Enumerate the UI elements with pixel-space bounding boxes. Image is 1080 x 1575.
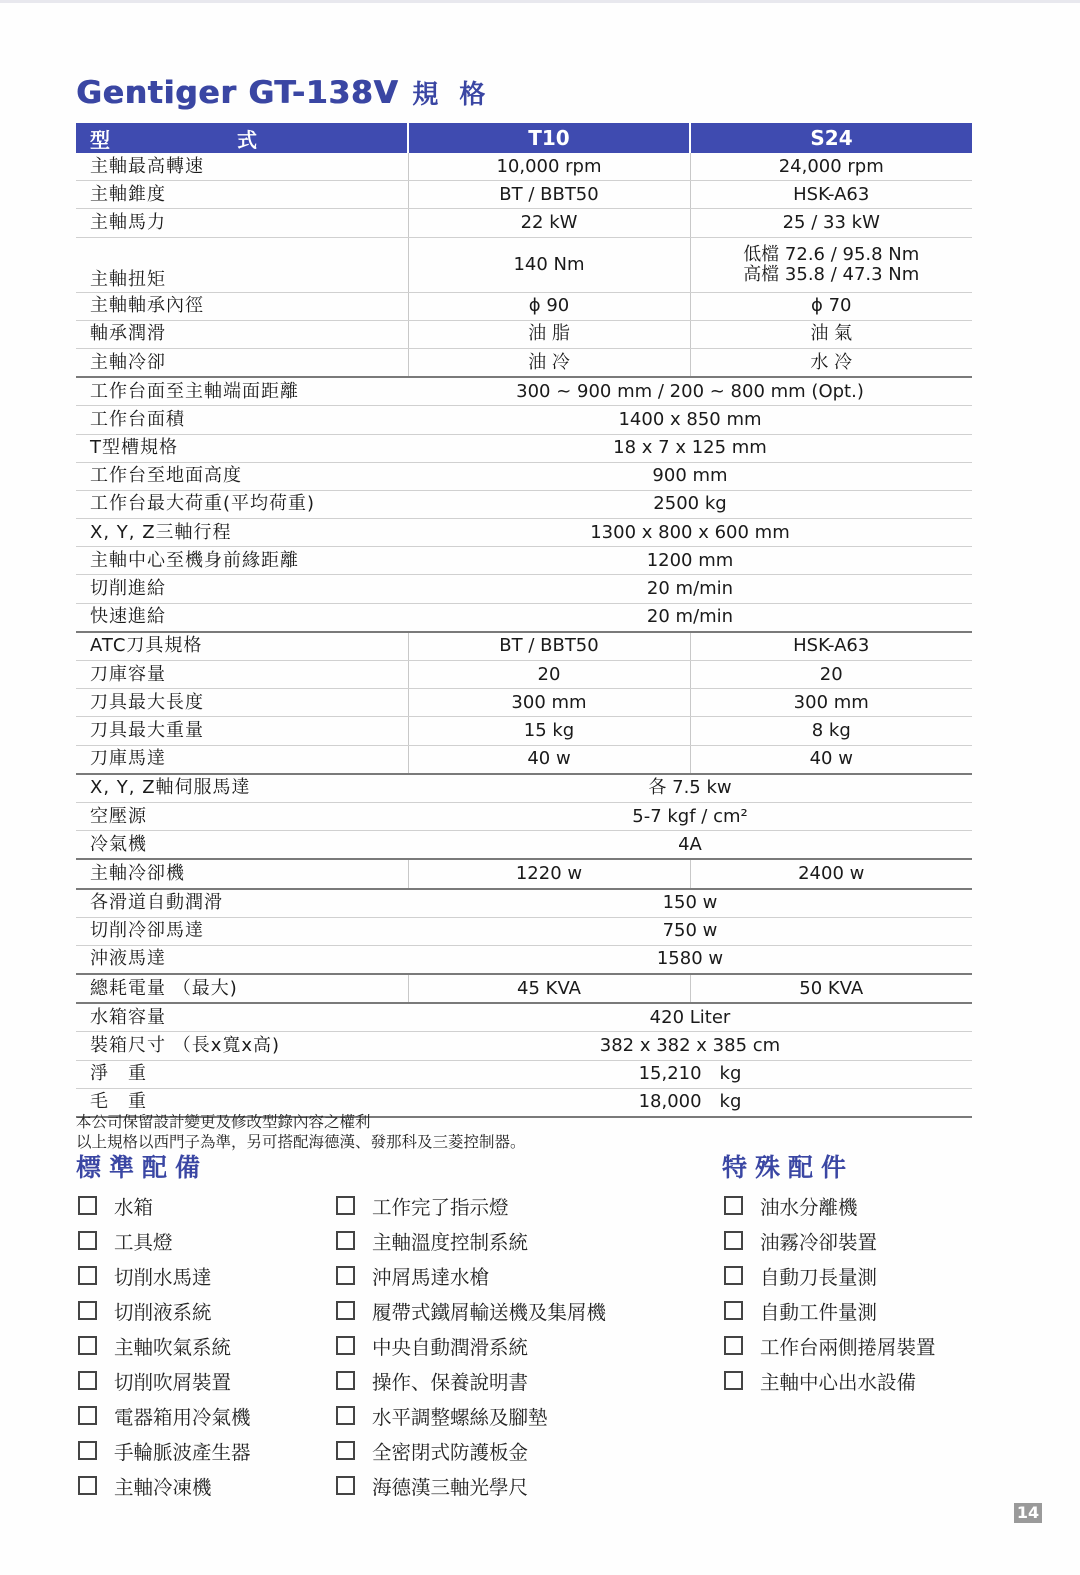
checkbox-icon [724, 1231, 743, 1250]
checklist-item [336, 1433, 606, 1468]
spec-row [76, 632, 972, 661]
spec-row [76, 490, 972, 518]
optional-accessories-title: 特殊配件 [722, 1153, 855, 1182]
note-controller: 以上規格以西門子為準，另可搭配海德漢、發那科及三菱控制器。 [76, 1133, 526, 1151]
spec-row [76, 689, 972, 717]
note-rights: 本公司保留設計變更及修改型錄內容之權利 [76, 1113, 371, 1131]
checklist-item [336, 1188, 606, 1223]
checklist-item [724, 1188, 936, 1223]
standard-list-col2 [336, 1188, 606, 1503]
spec-value-s24: HSK-A63 [690, 632, 972, 661]
checklist-item [78, 1258, 251, 1293]
top-rule [0, 0, 1080, 3]
spec-row [76, 661, 972, 689]
checkbox-icon [724, 1266, 743, 1285]
checklist-label: 操作、保養說明書 [372, 1370, 529, 1394]
checkbox-icon [78, 1196, 97, 1215]
optional-list [724, 1188, 936, 1398]
spec-label: 水箱容量 [76, 1003, 408, 1032]
checkbox-icon [336, 1266, 355, 1285]
checklist-label: 工具燈 [114, 1230, 173, 1254]
spec-label: T型槽規格 [76, 434, 408, 462]
spec-value-t10: 10,000 rpm [408, 153, 690, 181]
checkbox-icon [724, 1371, 743, 1390]
checklist-item [336, 1258, 606, 1293]
spec-value-s24: HSK-A63 [690, 181, 972, 209]
torque-high-gear: 高檔 35.8 / 47.3 Nm [743, 263, 920, 285]
spec-label: 主軸中心至機身前緣距離 [76, 547, 408, 575]
checkbox-icon [724, 1301, 743, 1320]
spec-label: 空壓源 [76, 802, 408, 830]
spec-value-shared: 382 x 382 x 385 cm [408, 1032, 972, 1060]
checklist-label: 中央自動潤滑系統 [372, 1335, 529, 1359]
spec-row [76, 1032, 972, 1060]
checkbox-icon [724, 1196, 743, 1215]
spec-row [76, 434, 972, 462]
checklist-item [336, 1468, 606, 1503]
checkbox-icon [78, 1406, 97, 1425]
checkbox-icon [336, 1231, 355, 1250]
checkbox-icon [78, 1476, 97, 1495]
checklist-label: 自動刀長量測 [760, 1265, 878, 1289]
spec-row [76, 209, 972, 237]
spec-label: 主軸馬力 [76, 209, 408, 237]
spec-value-shared: 750 w [408, 917, 972, 945]
spec-label: 主軸冷卻機 [76, 859, 408, 888]
spec-value-s24: 50 KVA [690, 974, 972, 1003]
spec-value-shared: 15,210 kg [408, 1060, 972, 1088]
spec-row [76, 377, 972, 406]
checkbox-icon [336, 1336, 355, 1355]
spec-label: 沖液馬達 [76, 945, 408, 974]
spec-label: 各滑道自動潤滑 [76, 889, 408, 918]
spec-label: 工作台面積 [76, 406, 408, 434]
checkbox-icon [336, 1441, 355, 1460]
spec-row [76, 945, 972, 974]
spec-value-shared: 各 7.5 kw [408, 774, 972, 803]
spec-row [76, 831, 972, 860]
spec-value-t10: 15 kg [408, 717, 690, 745]
spec-label: 總耗電量 （最大) [76, 974, 408, 1003]
page-number: 14 [1014, 1503, 1042, 1523]
spec-label: X, Y, Z三軸行程 [76, 519, 408, 547]
checklist-label: 履帶式鐵屑輸送機及集屑機 [372, 1300, 607, 1324]
header-model-type: 型 式 [76, 123, 408, 153]
spec-label: 淨 重 [76, 1060, 408, 1088]
checklist-label: 切削水馬達 [114, 1265, 212, 1289]
spec-value-shared: 900 mm [408, 462, 972, 490]
spec-value-shared: 2500 kg [408, 490, 972, 518]
checklist-label: 油水分離機 [760, 1195, 858, 1219]
checklist-label: 工作台兩側捲屑裝置 [760, 1335, 936, 1359]
spec-label: 裝箱尺寸 （長x寬x高) [76, 1032, 408, 1060]
spec-value-s24: 8 kg [690, 717, 972, 745]
brand-model: Gentiger GT-138V [76, 75, 399, 111]
spec-label: 刀具最大長度 [76, 689, 408, 717]
spec-label: 主軸冷卻 [76, 348, 408, 377]
spec-value-shared: 150 w [408, 889, 972, 918]
checklist-item [336, 1293, 606, 1328]
header-t10: T10 [408, 123, 690, 153]
spec-value-s24: 300 mm [690, 689, 972, 717]
spec-value-s24: 2400 w [690, 859, 972, 888]
spec-value-t10: 22 kW [408, 209, 690, 237]
spec-value-shared: 18 x 7 x 125 mm [408, 434, 972, 462]
checklist-label: 工作完了指示燈 [372, 1195, 509, 1219]
spec-value-s24: 25 / 33 kW [690, 209, 972, 237]
spec-label: 切削進給 [76, 575, 408, 603]
checklist-label: 沖屑馬達水槍 [372, 1265, 490, 1289]
spec-label: 工作台至地面高度 [76, 462, 408, 490]
spec-label: 主軸扭矩 [76, 237, 408, 292]
notes [76, 1112, 526, 1152]
spec-row [76, 1003, 972, 1032]
spec-value-shared: 5-7 kgf / cm² [408, 802, 972, 830]
checklist-item [336, 1328, 606, 1363]
spec-value-shared: 1400 x 850 mm [408, 406, 972, 434]
spec-value-shared: 20 m/min [408, 603, 972, 632]
spec-value-s24: 40 w [690, 745, 972, 774]
checklist-label: 切削液系統 [114, 1300, 212, 1324]
spec-value-t10: 1220 w [408, 859, 690, 888]
checklist-label: 全密閉式防護板金 [372, 1440, 529, 1464]
spec-row [76, 237, 972, 292]
spec-header-row [76, 123, 972, 153]
spec-row [76, 292, 972, 320]
spec-row [76, 603, 972, 632]
spec-label: 工作台面至主軸端面距離 [76, 377, 408, 406]
spec-label: 刀庫馬達 [76, 745, 408, 774]
checklist-label: 水平調整螺絲及腳墊 [372, 1405, 548, 1429]
checklist-label: 切削吹屑裝置 [114, 1370, 232, 1394]
spec-row [76, 745, 972, 774]
title-suffix: 規 格 [412, 80, 492, 110]
spec-label: 軸承潤滑 [76, 320, 408, 348]
checkbox-icon [336, 1196, 355, 1215]
checklist-item [724, 1328, 936, 1363]
checklist-item [78, 1433, 251, 1468]
standard-list-col1 [78, 1188, 251, 1503]
spec-row [76, 547, 972, 575]
spec-row [76, 519, 972, 547]
spec-row [76, 1060, 972, 1088]
spec-label: ATC刀具規格 [76, 632, 408, 661]
checklist-item [724, 1363, 936, 1398]
spec-label: 主軸最高轉速 [76, 153, 408, 181]
checklist-label: 主軸溫度控制系統 [372, 1230, 529, 1254]
spec-value-shared: 1200 mm [408, 547, 972, 575]
spec-label: 刀具最大重量 [76, 717, 408, 745]
spec-value-t10: 140 Nm [408, 237, 690, 292]
checklist-item [78, 1223, 251, 1258]
spec-row [76, 320, 972, 348]
checklist-label: 主軸中心出水設備 [760, 1370, 917, 1394]
spec-value-t10: 20 [408, 661, 690, 689]
checklist-item [336, 1398, 606, 1433]
header-s24: S24 [690, 123, 972, 153]
checkbox-icon [336, 1406, 355, 1425]
spec-label: 毛 重 [76, 1088, 408, 1117]
spec-row [76, 406, 972, 434]
spec-value-shared: 18,000 kg [408, 1088, 972, 1117]
spec-label: 快速進給 [76, 603, 408, 632]
checkbox-icon [78, 1336, 97, 1355]
spec-label: 刀庫容量 [76, 661, 408, 689]
checklist-label: 自動工件量測 [760, 1300, 878, 1324]
spec-value-s24: 20 [690, 661, 972, 689]
spec-label: 冷氣機 [76, 831, 408, 860]
spec-value-t10: 45 KVA [408, 974, 690, 1003]
standard-equipment-title: 標準配備 [76, 1153, 209, 1182]
spec-value-s24: 油 氣 [690, 320, 972, 348]
spec-row [76, 717, 972, 745]
spec-row [76, 859, 972, 888]
spec-table [76, 123, 972, 1118]
spec-value-t10: BT / BBT50 [408, 181, 690, 209]
page-title [76, 74, 491, 118]
spec-row [76, 889, 972, 918]
checkbox-icon [78, 1441, 97, 1460]
checkbox-icon [78, 1301, 97, 1320]
checklist-label: 主軸冷凍機 [114, 1475, 212, 1499]
spec-row [76, 181, 972, 209]
checklist-item [724, 1293, 936, 1328]
spec-value-s24: 水 冷 [690, 348, 972, 377]
checklist-label: 水箱 [114, 1195, 154, 1219]
checkbox-icon [724, 1336, 743, 1355]
checkbox-icon [78, 1371, 97, 1390]
spec-row [76, 575, 972, 603]
spec-label: 切削冷卻馬達 [76, 917, 408, 945]
spec-value-shared: 4A [408, 831, 972, 860]
spec-value-s24: 24,000 rpm [690, 153, 972, 181]
spec-value-t10: 油 脂 [408, 320, 690, 348]
checkbox-icon [78, 1231, 97, 1250]
spec-value-t10: 300 mm [408, 689, 690, 717]
spec-row [76, 917, 972, 945]
checklist-label: 手輪脈波產生器 [114, 1440, 251, 1464]
spec-value-shared: 1580 w [408, 945, 972, 974]
checklist-label: 海德漢三軸光學尺 [372, 1475, 529, 1499]
checklist-item [78, 1398, 251, 1433]
spec-label: 主軸錐度 [76, 181, 408, 209]
spec-row [76, 462, 972, 490]
spec-row [76, 348, 972, 377]
checkbox-icon [78, 1266, 97, 1285]
spec-row [76, 974, 972, 1003]
spec-label: 主軸軸承內徑 [76, 292, 408, 320]
torque-low-gear: 低檔 72.6 / 95.8 Nm [743, 243, 920, 265]
spec-value-shared: 300 ~ 900 mm / 200 ~ 800 mm (Opt.) [408, 377, 972, 406]
spec-value-shared: 420 Liter [408, 1003, 972, 1032]
checklist-item [724, 1223, 936, 1258]
spec-value-t10: ϕ 90 [408, 292, 690, 320]
spec-value-t10: 油 冷 [408, 348, 690, 377]
checklist-label: 油霧冷卻裝置 [760, 1230, 878, 1254]
checkbox-icon [336, 1371, 355, 1390]
checklist-item [78, 1188, 251, 1223]
checklist-item [78, 1363, 251, 1398]
spec-value-shared: 20 m/min [408, 575, 972, 603]
checklist-item [336, 1363, 606, 1398]
checklist-item [78, 1468, 251, 1503]
checkbox-icon [336, 1476, 355, 1495]
spec-value-s24: ϕ 70 [690, 292, 972, 320]
checklist-item [336, 1223, 606, 1258]
spec-label: X, Y, Z軸伺服馬達 [76, 774, 408, 803]
checklist-item [78, 1328, 251, 1363]
spec-label: 工作台最大荷重(平均荷重) [76, 490, 408, 518]
checkbox-icon [336, 1301, 355, 1320]
checklist-item [724, 1258, 936, 1293]
spec-value-t10: 40 w [408, 745, 690, 774]
spec-value-shared: 1300 x 800 x 600 mm [408, 519, 972, 547]
spec-row [76, 802, 972, 830]
spec-value-t10: BT / BBT50 [408, 632, 690, 661]
checklist-label: 電器箱用冷氣機 [114, 1405, 251, 1429]
spec-row [76, 153, 972, 181]
checklist-item [78, 1293, 251, 1328]
checklist-label: 主軸吹氣系統 [114, 1335, 232, 1359]
spec-value-s24 [690, 237, 972, 292]
spec-row [76, 774, 972, 803]
